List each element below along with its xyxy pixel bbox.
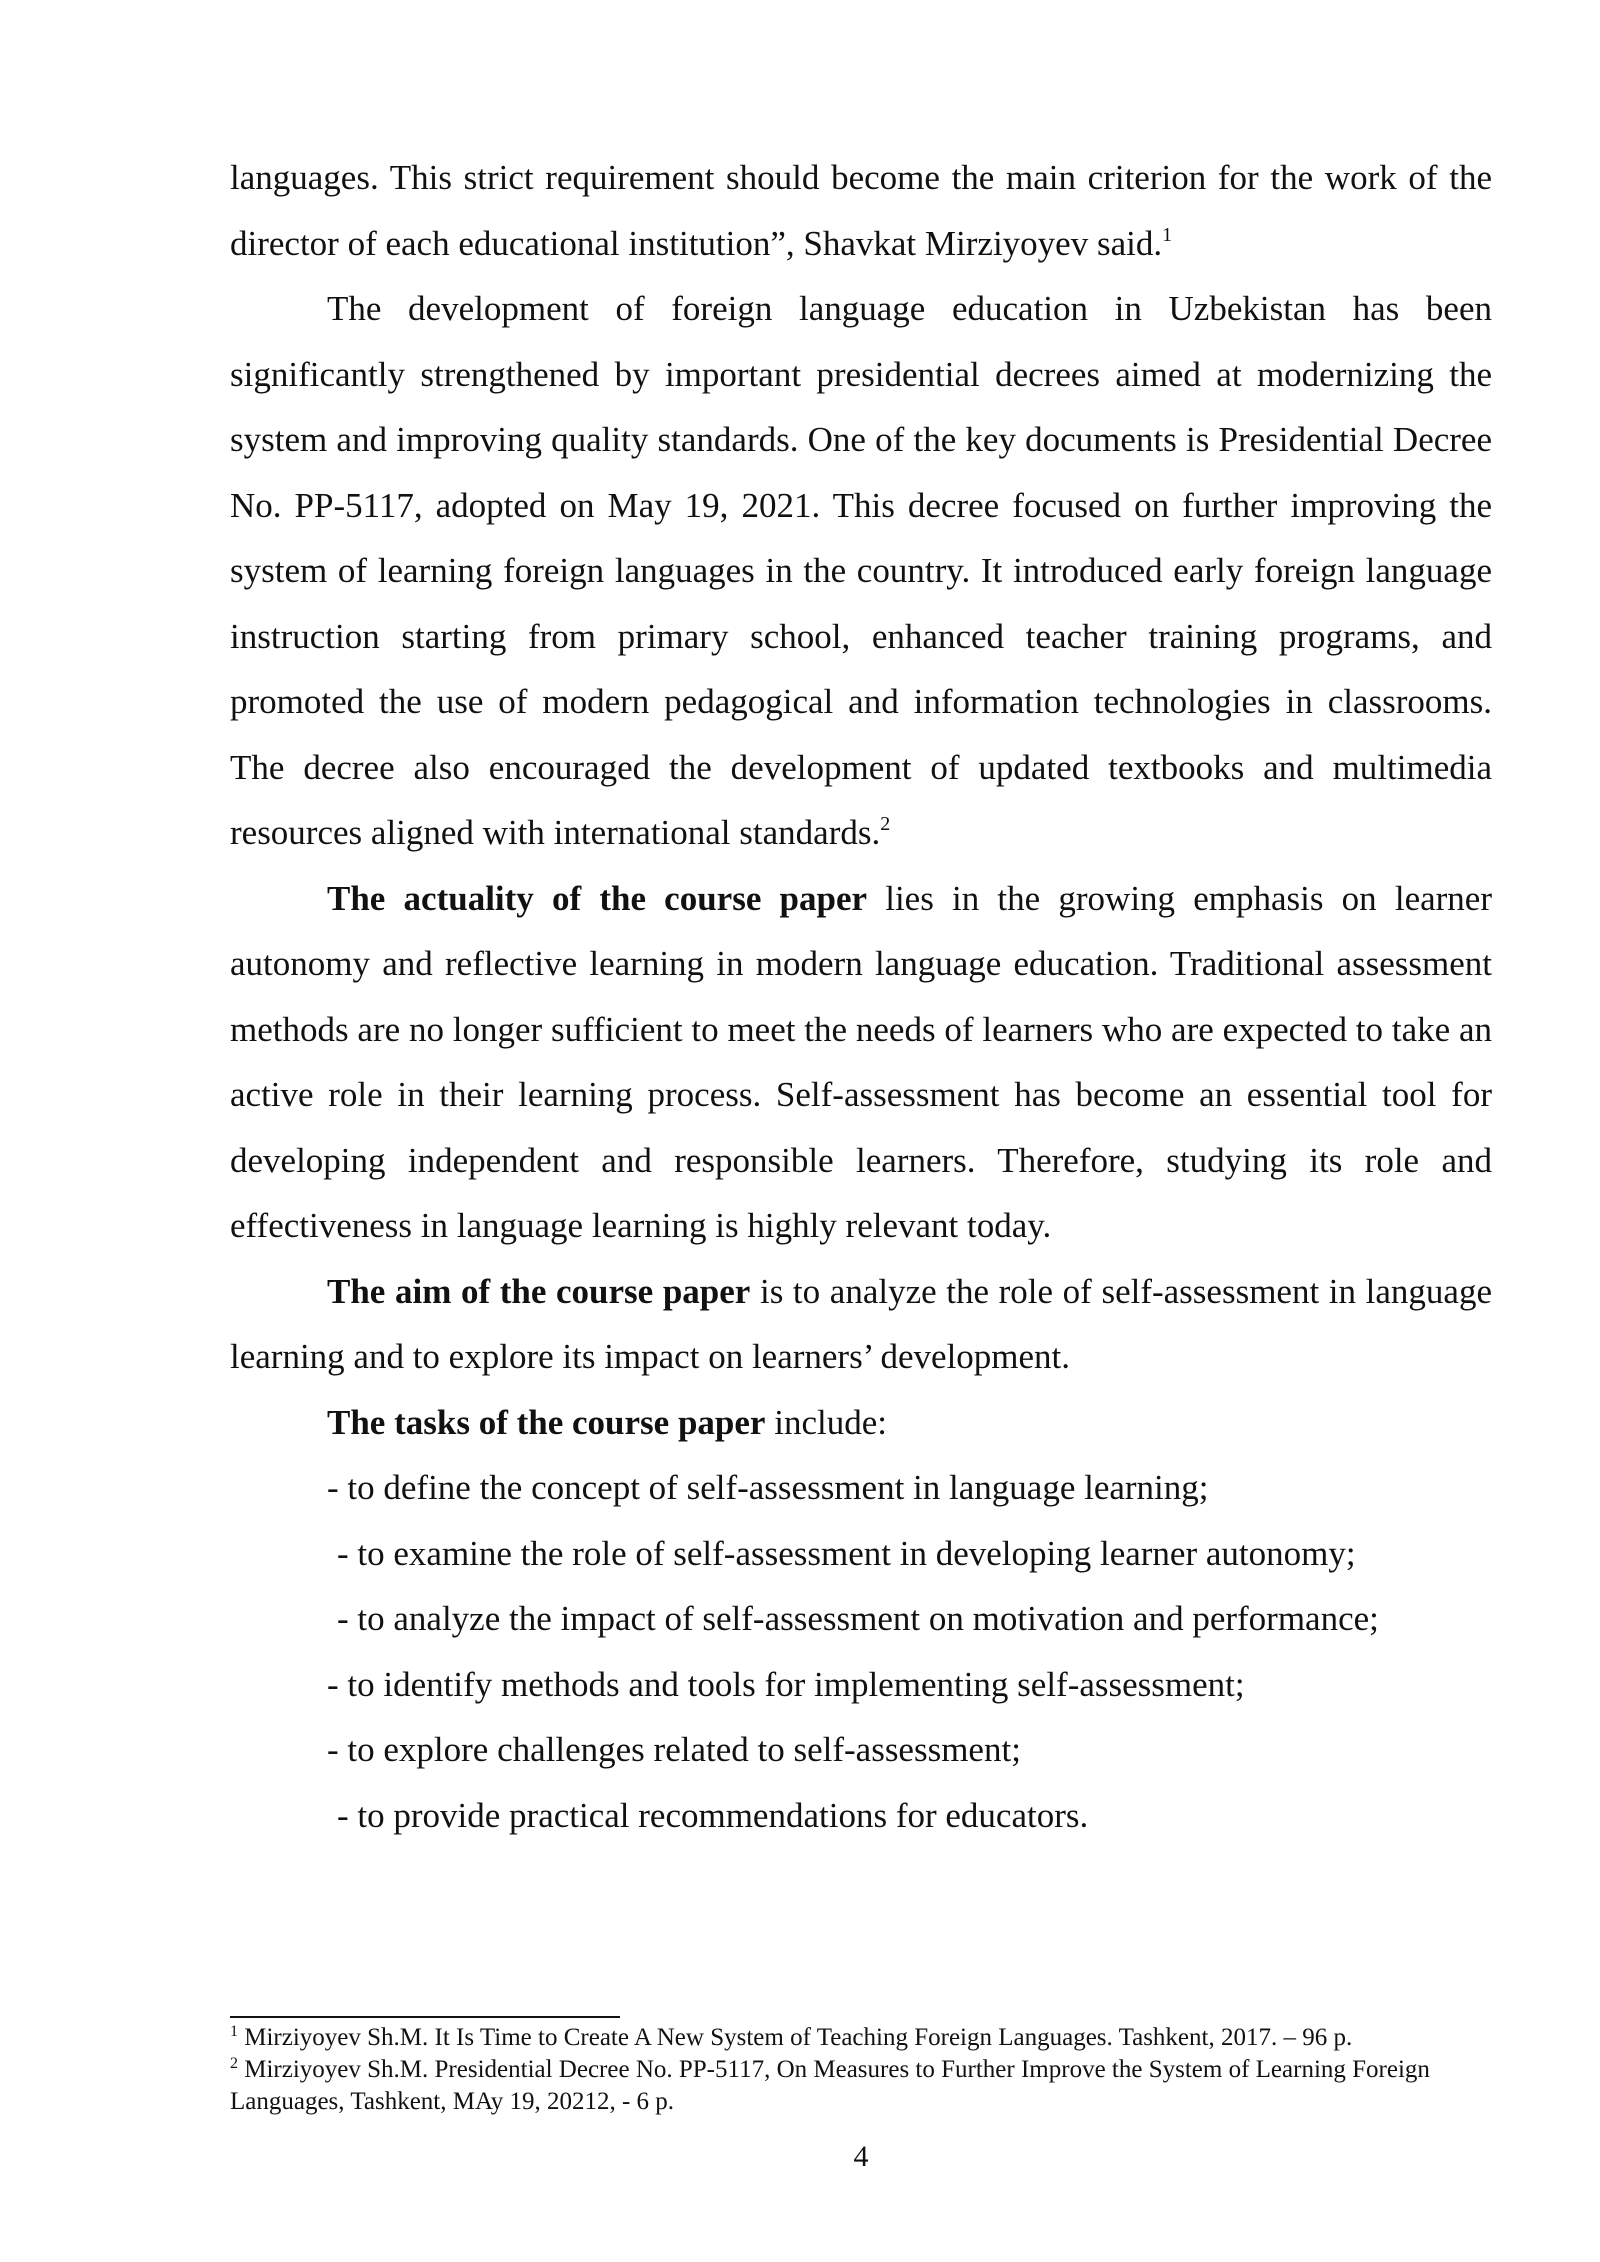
footnote-text: Mirziyoyev Sh.M. It Is Time to Create A New System of Teaching Foreign Languages. Tashkent, 2017. – 96 p. — [244, 2024, 1353, 2051]
list-item: - to define the concept of self-assessment in language learning; — [327, 1468, 1209, 1507]
document-body — [230, 145, 1492, 1848]
paragraph-text: is to analyze the role of self-assessment in language learning and to explore its impact on learners’ development. — [230, 1271, 1492, 1376]
footnote-number: 2 — [230, 2055, 238, 2072]
footnote-separator — [230, 2016, 620, 2018]
footnotes — [230, 2022, 1492, 2118]
paragraph-text: languages. This strict requirement should become the main criterion for the work of the director of each educational institution”, Shavkat Mirziyoyev said. — [230, 158, 1492, 263]
aim-heading: The aim of the course paper — [327, 1271, 751, 1311]
actuality-heading: The actuality of the course paper — [327, 878, 868, 918]
list-item: - to examine the role of self-assessment in developing learner autonomy; — [337, 1533, 1356, 1573]
footnote-1 — [230, 2022, 1492, 2054]
paragraph-text: include: — [765, 1402, 887, 1442]
paragraph-decrees — [230, 276, 1492, 866]
footnote-number: 1 — [230, 2023, 238, 2040]
paragraph-aim — [230, 1259, 1492, 1390]
page-number: 4 — [853, 2140, 869, 2173]
footnote-reference[interactable]: 1 — [1162, 223, 1173, 246]
paragraph-actuality — [230, 866, 1492, 1259]
paragraph-text: lies in the growing emphasis on learner autonomy and reflective learning in modern language education. Traditional assessment methods are no longer sufficient to meet the needs of learners who are expected to take an active role in their learning process. Self-assessment has become an essential tool for developing independent and responsible learners. Therefore, studying its role and effectiveness in language learning is highly relevant today. — [230, 878, 1492, 1245]
paragraph-quote-end — [230, 145, 1492, 276]
tasks-list — [230, 1455, 1492, 1848]
list-item: - to explore challenges related to self-assessment; — [327, 1730, 1021, 1769]
list-item: - to provide practical recommendations for educators. — [337, 1795, 1089, 1835]
list-item: - to identify methods and tools for implementing self-assessment; — [327, 1664, 1245, 1704]
footnote-text: Mirziyoyev Sh.M. Presidential Decree No. PP-5117, On Measures to Further Improve the System of Learning Foreign Languages, Tashkent, MAy 19, 20212, - 6 p. — [230, 2056, 1430, 2115]
tasks-heading: The tasks of the course paper — [327, 1402, 766, 1442]
footnote-reference[interactable]: 2 — [880, 813, 891, 835]
paragraph-text: The development of foreign language education in Uzbekistan has been significantly strengthened by important presidential decrees aimed at modernizing the system and improving quality standards. One of the key documents is Presidential Decree No. PP-5117, adopted on May 19, 2021. This decree focused on further improving the system of learning foreign languages in the country. It introduced early foreign language instruction starting from primary school, enhanced teacher training programs, and promoted the use of modern pedagogical and information technologies in classrooms. The decree also encouraged the development of updated textbooks and multimedia resources aligned with international standards. — [230, 289, 1492, 852]
footnote-2 — [230, 2054, 1492, 2118]
paragraph-tasks — [230, 1390, 1492, 1456]
list-item: - to analyze the impact of self-assessment on motivation and performance; — [337, 1599, 1379, 1638]
